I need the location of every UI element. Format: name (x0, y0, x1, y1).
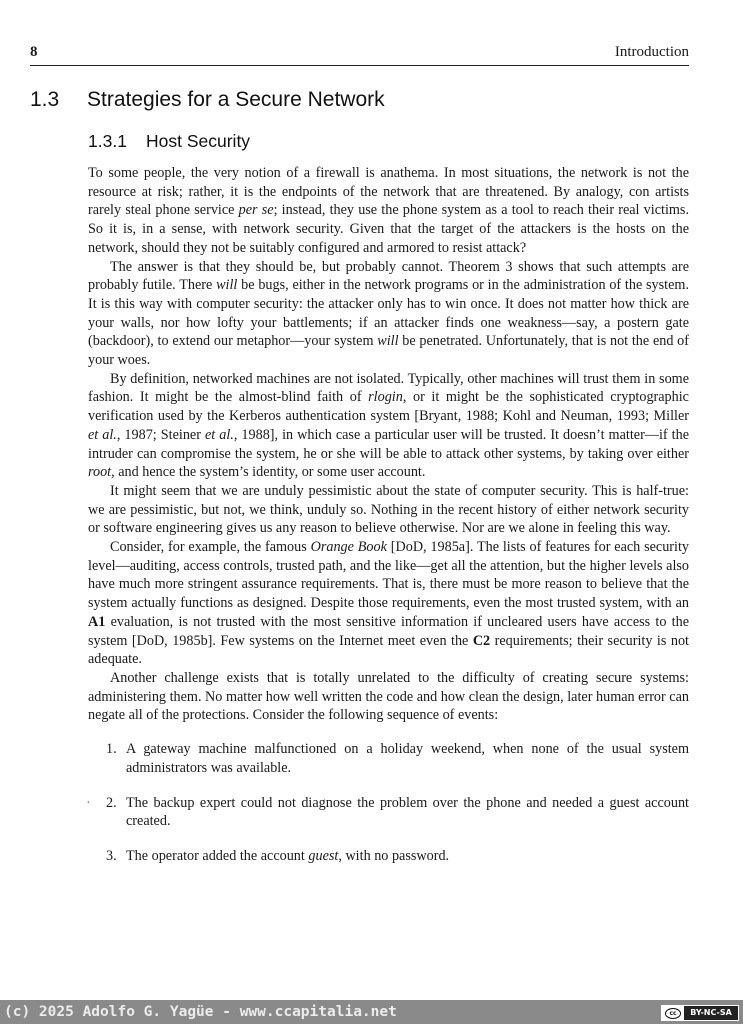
paragraph: By definition, networked machines are not isolated. Typically, other machines will trust them in some fashion. It might be the almost-blind faith of rlogin, or it might be the sophisticated cryptographic verification used by the Kerberos authentication system [Bryant, 1988; Kohl and Neuman, 1993; Miller et al., 1987; Steiner et al., 1988], in which case a particular user will be trusted. It doesn’t matter—if the intruder can compromise the system, he or she will be able to attack other systems, by taking over either root, and hence the system’s identity, or some user account. (88, 370, 689, 481)
paragraph: To some people, the very notion of a firewall is anathema. In most situations, the network is not the resource at risk; rather, it is the endpoints of the network that are threatened. By analogy, con artists rarely steal phone service per se; instead, they use the phone system as a tool to reach their real victims. So it is, in a sense, with network security. Given that the target of the attackers is the hosts on the network, should they not be suitably configured and armored to resist attack? (88, 165, 689, 256)
section-title: Strategies for a Secure Network (87, 88, 385, 111)
list-item-text: A gateway machine malfunctioned on a holiday weekend, when none of the usual system administrators was available. (126, 741, 689, 776)
cc-license-label: BY-NC-SA (684, 1006, 738, 1020)
running-head: Introduction (614, 44, 689, 60)
list-item (88, 794, 689, 831)
subsection-heading (88, 131, 250, 152)
subsection-title: Host Security (146, 131, 251, 151)
list-item-text: The backup expert could not diagnose the problem over the phone and needed a guest account created. (126, 794, 689, 830)
paragraph: The answer is that they should be, but probably cannot. Theorem 3 shows that such attempts are probably futile. There will be bugs, either in the network programs or in the administration of the system. It is this way with computer security: the attacker only has to win once. It does not matter how thick are your walls, nor how lofty your battlements; if an attacker finds one weakness—say, a postern gate (backdoor), to extend our metaphor—your system will be penetrated. Unfortunately, that is not the end of your woes. (88, 258, 689, 369)
list-item (88, 847, 689, 866)
paragraph: Consider, for example, the famous Orange Book [DoD, 1985a]. The lists of features for each security level—auditing, access controls, trusted path, and the like—get all the attention, but the higher levels also have much more stringent assurance requirements. That is, there must be more reason to believe that the system actually functions as designed. Despite those requirements, even the most trusted system, with an A1 evaluation, is not trusted with the most sensitive information if uncleared users have access to the system [DoD, 1985b]. Few systems on the Internet meet even the C2 requirements; their security is not adequate. (88, 539, 689, 668)
watermark-text: (c) 2025 Adolfo G. Yagüe - www.ccapitalia.net (4, 1004, 397, 1020)
cc-logo-icon: cc (662, 1006, 684, 1020)
list-marker: 2. (106, 794, 117, 811)
page-header (30, 44, 689, 66)
list-marker: 3. (106, 847, 117, 864)
subsection-number: 1.3.1 (88, 131, 127, 151)
watermark-bar (0, 1000, 743, 1024)
list-item (88, 740, 689, 777)
cc-license-badge (661, 1005, 739, 1021)
stray-mark: · (86, 794, 91, 811)
body-text (88, 164, 689, 882)
section-heading (30, 88, 385, 112)
event-list (88, 740, 689, 866)
page-number: 8 (30, 44, 38, 60)
paragraph: Another challenge exists that is totally unrelated to the difficulty of creating secure systems: administering them. No matter how well written the code and how clean the design, later human error can negate all of the protections. Consider the following sequence of events: (88, 669, 689, 724)
list-item-text: The operator added the account guest, with no password. (126, 847, 450, 864)
section-number: 1.3 (30, 88, 60, 111)
list-marker: 1. (106, 741, 117, 758)
paragraph: It might seem that we are unduly pessimistic about the state of computer security. This is half-true: we are pessimistic, but not, we think, unduly so. Nothing in the recent history of either network security or software engineering gives us any reason to believe otherwise. Nor are we alone in feeling this way. (88, 482, 689, 537)
